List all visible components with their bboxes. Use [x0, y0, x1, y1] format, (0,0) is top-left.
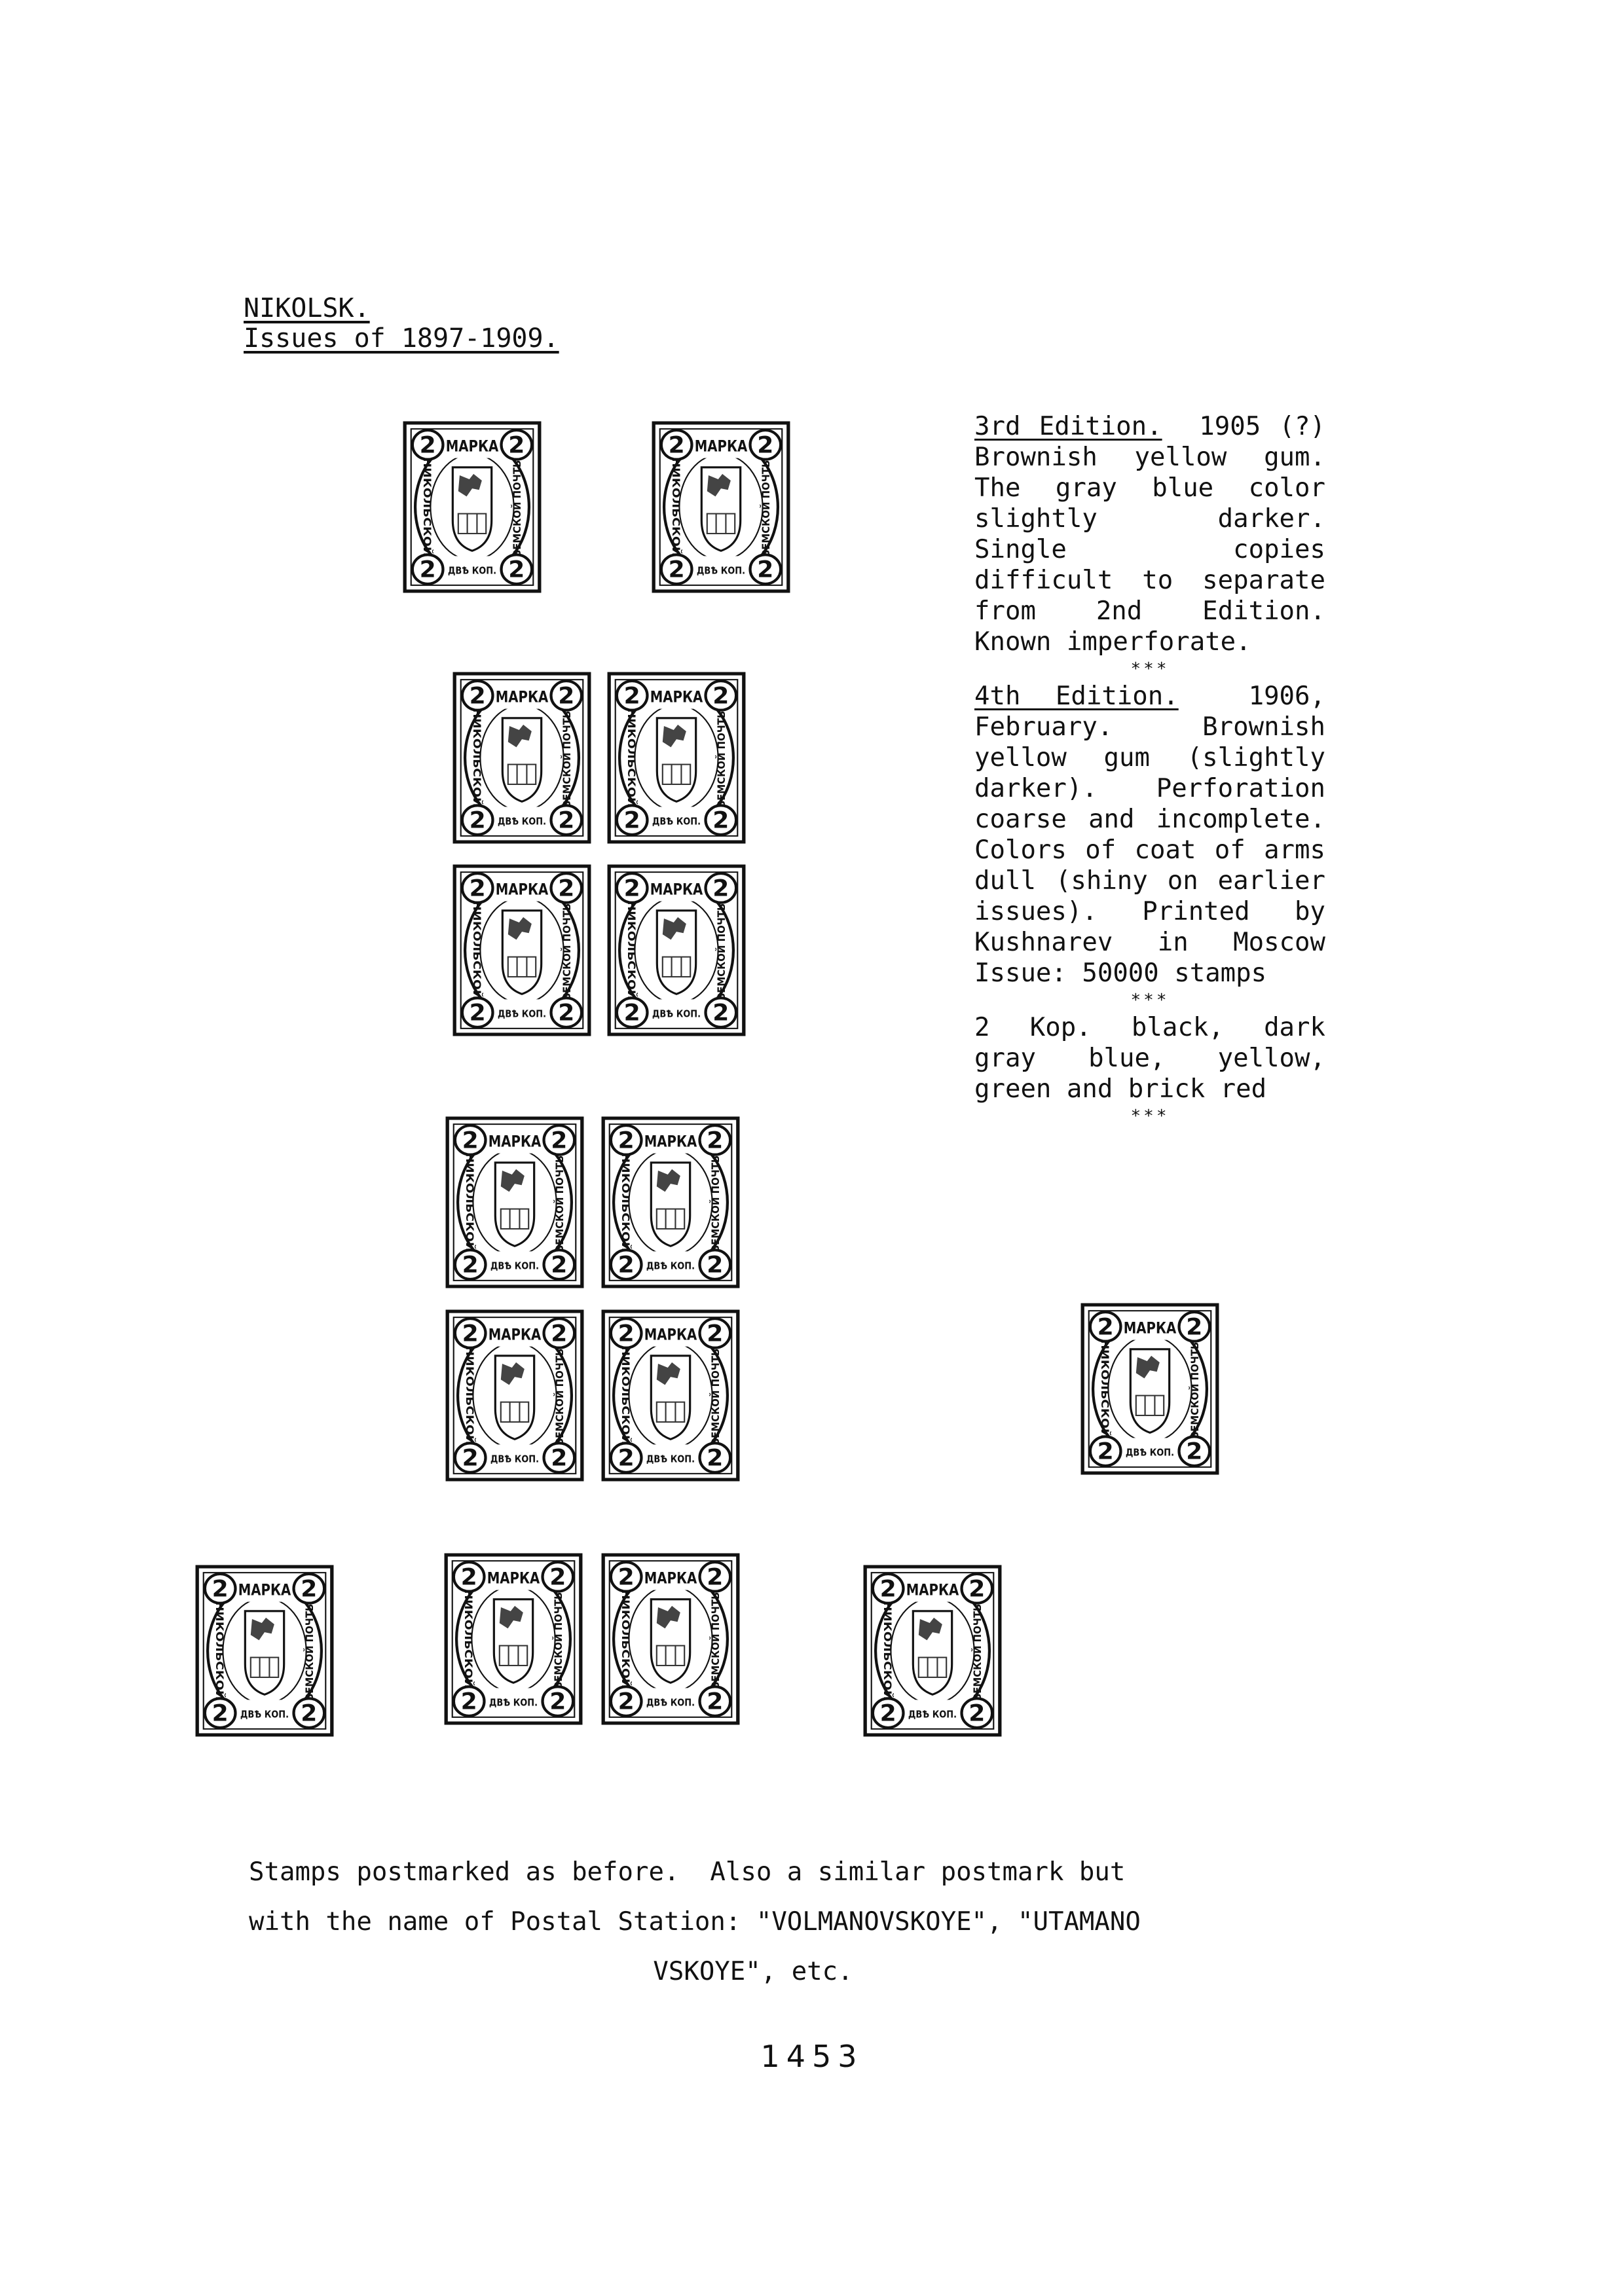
- svg-text:2: 2: [712, 1000, 729, 1027]
- svg-text:ЗЕМСКОЙ ПОЧТЫ: ЗЕМСКОЙ ПОЧТЫ: [552, 1587, 565, 1689]
- svg-text:2: 2: [879, 1700, 896, 1727]
- svg-text:2: 2: [707, 1252, 724, 1279]
- svg-text:МАРКА: МАРКА: [488, 1325, 542, 1344]
- svg-text:НИКОЛЬСКОЙ: НИКОЛЬСКОЙ: [619, 1152, 632, 1234]
- svg-text:ЗЕМСКОЙ ПОЧТЫ: ЗЕМСКОЙ ПОЧТЫ: [1189, 1337, 1202, 1439]
- stamp-block-a-1: [452, 672, 591, 844]
- svg-text:2: 2: [460, 1688, 477, 1715]
- stamp-3rd-single-1: [403, 421, 542, 593]
- svg-text:2: 2: [757, 556, 774, 583]
- svg-text:НИКОЛЬСКОЙ: НИКОЛЬСКОЙ: [470, 900, 483, 982]
- svg-text:2: 2: [618, 1321, 635, 1347]
- svg-text:ДВѢ КОП.: ДВѢ КОП.: [497, 1008, 547, 1020]
- svg-text:ЗЕМСКОЙ ПОЧТЫ: ЗЕМСКОЙ ПОЧТЫ: [511, 455, 524, 557]
- svg-text:НИКОЛЬСКОЙ: НИКОЛЬСКОЙ: [462, 1589, 475, 1671]
- svg-text:ЗЕМСКОЙ ПОЧТЫ: ЗЕМСКОЙ ПОЧТЫ: [561, 706, 574, 808]
- svg-text:2: 2: [549, 1564, 566, 1591]
- svg-text:2: 2: [462, 1127, 479, 1154]
- svg-text:2: 2: [558, 807, 575, 834]
- svg-text:2: 2: [462, 1252, 479, 1279]
- svg-text:МАРКА: МАРКА: [644, 1569, 697, 1588]
- stamp-block-a-3: [452, 864, 591, 1036]
- footer-note: [249, 1848, 1310, 1997]
- svg-text:ДВѢ КОП.: ДВѢ КОП.: [652, 1008, 701, 1020]
- svg-text:ДВѢ КОП.: ДВѢ КОП.: [908, 1708, 957, 1721]
- svg-text:2: 2: [551, 1445, 568, 1472]
- svg-text:ДВѢ КОП.: ДВѢ КОП.: [696, 564, 746, 577]
- svg-text:2: 2: [212, 1700, 229, 1727]
- svg-text:ЗЕМСКОЙ ПОЧТЫ: ЗЕМСКОЙ ПОЧТЫ: [971, 1599, 984, 1701]
- svg-text:НИКОЛЬСКОЙ: НИКОЛЬСКОЙ: [463, 1345, 476, 1427]
- svg-text:НИКОЛЬСКОЙ: НИКОЛЬСКОЙ: [470, 708, 483, 790]
- svg-text:МАРКА: МАРКА: [495, 687, 549, 706]
- svg-text:2: 2: [301, 1576, 318, 1603]
- svg-text:ДВѢ КОП.: ДВѢ КОП.: [240, 1708, 289, 1721]
- svg-text:2: 2: [469, 807, 486, 834]
- svg-text:ДВѢ КОП.: ДВѢ КОП.: [652, 815, 701, 828]
- svg-text:2: 2: [301, 1700, 318, 1727]
- svg-text:ДВѢ КОП.: ДВѢ КОП.: [490, 1260, 540, 1272]
- svg-text:МАРКА: МАРКА: [650, 687, 703, 706]
- footer-line-2: with the name of Postal Station: "VOLMANOVSKOYE", "UTAMANO: [249, 1907, 1141, 1937]
- svg-text:ЗЕМСКОЙ ПОЧТЫ: ЗЕМСКОЙ ПОЧТЫ: [715, 898, 728, 1000]
- svg-text:2: 2: [879, 1576, 896, 1603]
- svg-text:ДВѢ КОП.: ДВѢ КОП.: [646, 1696, 695, 1709]
- svg-text:2: 2: [551, 1252, 568, 1279]
- svg-text:МАРКА: МАРКА: [495, 880, 549, 899]
- svg-text:2: 2: [551, 1127, 568, 1154]
- svg-text:2: 2: [419, 432, 436, 459]
- svg-text:2: 2: [623, 683, 640, 710]
- svg-text:2: 2: [623, 1000, 640, 1027]
- separator-stars: ***: [1130, 659, 1170, 679]
- svg-text:2: 2: [618, 1445, 635, 1472]
- svg-text:МАРКА: МАРКА: [1123, 1319, 1177, 1338]
- edition-notes: [974, 411, 1325, 1128]
- svg-text:МАРКА: МАРКА: [694, 437, 748, 456]
- svg-text:МАРКА: МАРКА: [487, 1569, 540, 1588]
- svg-text:ЗЕМСКОЙ ПОЧТЫ: ЗЕМСКОЙ ПОЧТЫ: [553, 1150, 566, 1252]
- svg-text:2: 2: [707, 1688, 724, 1715]
- svg-text:2: 2: [712, 807, 729, 834]
- svg-text:2: 2: [668, 432, 685, 459]
- svg-text:ЗЕМСКОЙ ПОЧТЫ: ЗЕМСКОЙ ПОЧТЫ: [760, 455, 773, 557]
- svg-text:2: 2: [1097, 1314, 1114, 1341]
- svg-text:2: 2: [618, 1688, 635, 1715]
- svg-text:ДВѢ КОП.: ДВѢ КОП.: [447, 564, 497, 577]
- svg-text:ЗЕМСКОЙ ПОЧТЫ: ЗЕМСКОЙ ПОЧТЫ: [709, 1587, 722, 1689]
- svg-text:2: 2: [707, 1127, 724, 1154]
- stamp-block-b-4: [601, 1309, 740, 1482]
- svg-text:2: 2: [469, 1000, 486, 1027]
- svg-text:2: 2: [462, 1445, 479, 1472]
- fourth-edition-body: 1906, February. Brownish yellow gum (slightly darker). Perforation coarse and incomplete. Colors of coat of arms dull (shiny on earlier issues). Printed by Kushnarev in Moscow Issue: 50000 stamps: [974, 682, 1325, 988]
- svg-text:НИКОЛЬСКОЙ: НИКОЛЬСКОЙ: [1098, 1339, 1111, 1421]
- stamp-postmarked: [195, 1565, 334, 1737]
- svg-text:2: 2: [618, 1564, 635, 1591]
- third-edition-heading: 3rd Edition.: [974, 412, 1162, 441]
- svg-text:2: 2: [1186, 1314, 1203, 1341]
- stamp-3rd-single-2: [652, 421, 790, 593]
- svg-text:МАРКА: МАРКА: [445, 437, 499, 456]
- svg-text:ЗЕМСКОЙ ПОЧТЫ: ЗЕМСКОЙ ПОЧТЫ: [709, 1343, 722, 1446]
- page-number: 1453: [760, 2039, 864, 2074]
- colors-note: 2 Kop. black, dark gray blue, yellow, green and brick red: [974, 1013, 1325, 1104]
- svg-text:2: 2: [558, 1000, 575, 1027]
- svg-text:2: 2: [969, 1576, 986, 1603]
- svg-text:НИКОЛЬСКОЙ: НИКОЛЬСКОЙ: [213, 1601, 226, 1683]
- svg-text:2: 2: [212, 1576, 229, 1603]
- svg-text:НИКОЛЬСКОЙ: НИКОЛЬСКОЙ: [625, 708, 638, 790]
- svg-text:МАРКА: МАРКА: [488, 1132, 542, 1151]
- svg-text:2: 2: [508, 432, 525, 459]
- stamp-block-b-2: [601, 1116, 740, 1288]
- footer-line-3: VSKOYE", etc.: [653, 1957, 853, 1986]
- svg-text:2: 2: [551, 1321, 568, 1347]
- svg-text:2: 2: [969, 1700, 986, 1727]
- stamp-block-b-3: [445, 1309, 584, 1482]
- stamp-4th-single: [1080, 1303, 1219, 1475]
- svg-text:ДВѢ КОП.: ДВѢ КОП.: [1125, 1446, 1175, 1459]
- page-subtitle: Issues of 1897-1909.: [244, 323, 559, 354]
- svg-text:НИКОЛЬСКОЙ: НИКОЛЬСКОЙ: [625, 900, 638, 982]
- svg-text:НИКОЛЬСКОЙ: НИКОЛЬСКОЙ: [463, 1152, 476, 1234]
- svg-text:2: 2: [668, 556, 685, 583]
- page-title: NIKOLSK.: [244, 293, 370, 323]
- svg-text:2: 2: [757, 432, 774, 459]
- svg-text:2: 2: [469, 683, 486, 710]
- svg-text:2: 2: [707, 1564, 724, 1591]
- svg-text:ДВѢ КОП.: ДВѢ КОП.: [497, 815, 547, 828]
- svg-text:2: 2: [419, 556, 436, 583]
- svg-text:2: 2: [1097, 1438, 1114, 1465]
- svg-text:2: 2: [549, 1688, 566, 1715]
- svg-text:ДВѢ КОП.: ДВѢ КОП.: [490, 1453, 540, 1465]
- svg-text:2: 2: [712, 875, 729, 902]
- third-edition-body: 1905 (?) Brownish yellow gum. The gray blue color slightly darker. Single copies difficult to separate from 2nd Edition. Known imperforate.: [974, 412, 1325, 657]
- svg-text:НИКОЛЬСКОЙ: НИКОЛЬСКОЙ: [619, 1345, 632, 1427]
- separator-stars: ***: [1130, 991, 1170, 1010]
- svg-text:ЗЕМСКОЙ ПОЧТЫ: ЗЕМСКОЙ ПОЧТЫ: [715, 706, 728, 808]
- svg-text:2: 2: [623, 807, 640, 834]
- svg-text:ЗЕМСКОЙ ПОЧТЫ: ЗЕМСКОЙ ПОЧТЫ: [561, 898, 574, 1000]
- stamp-block-a-4: [607, 864, 746, 1036]
- svg-text:ЗЕМСКОЙ ПОЧТЫ: ЗЕМСКОЙ ПОЧТЫ: [553, 1343, 566, 1446]
- svg-text:2: 2: [712, 683, 729, 710]
- svg-text:ЗЕМСКОЙ ПОЧТЫ: ЗЕМСКОЙ ПОЧТЫ: [709, 1150, 722, 1252]
- svg-text:2: 2: [460, 1564, 477, 1591]
- svg-text:2: 2: [508, 556, 525, 583]
- fourth-edition-note: [974, 681, 1325, 989]
- svg-text:2: 2: [623, 875, 640, 902]
- svg-text:МАРКА: МАРКА: [906, 1580, 959, 1599]
- svg-text:ДВѢ КОП.: ДВѢ КОП.: [489, 1696, 538, 1709]
- svg-text:2: 2: [618, 1252, 635, 1279]
- svg-text:ДВѢ КОП.: ДВѢ КОП.: [646, 1260, 695, 1272]
- stamp-pair-2: [601, 1553, 740, 1725]
- svg-text:МАРКА: МАРКА: [238, 1580, 291, 1599]
- stamp-pair-1: [444, 1553, 583, 1725]
- fourth-edition-heading: 4th Edition.: [974, 682, 1179, 711]
- svg-text:2: 2: [707, 1321, 724, 1347]
- stamp-block-b-1: [445, 1116, 584, 1288]
- stamp-block-a-2: [607, 672, 746, 844]
- svg-text:2: 2: [558, 683, 575, 710]
- stamp-single-right: [863, 1565, 1002, 1737]
- svg-text:2: 2: [462, 1321, 479, 1347]
- svg-text:НИКОЛЬСКОЙ: НИКОЛЬСКОЙ: [619, 1589, 632, 1671]
- svg-text:ДВѢ КОП.: ДВѢ КОП.: [646, 1453, 695, 1465]
- svg-text:ЗЕМСКОЙ ПОЧТЫ: ЗЕМСКОЙ ПОЧТЫ: [303, 1599, 316, 1701]
- svg-text:МАРКА: МАРКА: [650, 880, 703, 899]
- svg-text:МАРКА: МАРКА: [644, 1132, 697, 1151]
- svg-text:НИКОЛЬСКОЙ: НИКОЛЬСКОЙ: [669, 457, 682, 539]
- svg-text:НИКОЛЬСКОЙ: НИКОЛЬСКОЙ: [881, 1601, 894, 1683]
- footer-line-1: Stamps postmarked as before. Also a similar postmark but: [249, 1857, 1126, 1887]
- svg-text:2: 2: [618, 1127, 635, 1154]
- svg-text:2: 2: [469, 875, 486, 902]
- svg-text:МАРКА: МАРКА: [644, 1325, 697, 1344]
- third-edition-note: [974, 411, 1325, 657]
- separator-stars: ***: [1130, 1106, 1170, 1126]
- svg-text:НИКОЛЬСКОЙ: НИКОЛЬСКОЙ: [420, 457, 434, 539]
- svg-text:2: 2: [558, 875, 575, 902]
- svg-text:2: 2: [1186, 1438, 1203, 1465]
- svg-text:2: 2: [707, 1445, 724, 1472]
